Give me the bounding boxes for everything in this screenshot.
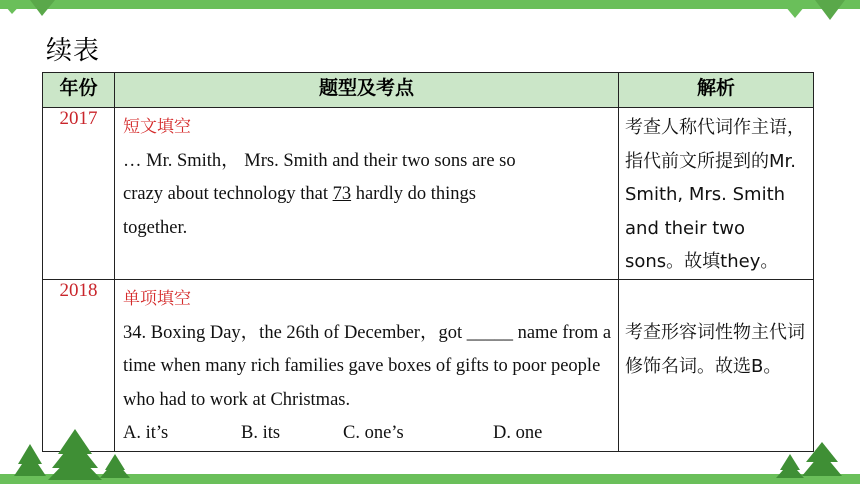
question-type-label: 短文填空 xyxy=(123,117,191,137)
header-year: 年份 xyxy=(43,73,115,108)
passage-line-1: … Mr. Smith， Mrs. Smith and their two sons are so xyxy=(123,150,516,171)
passage-text-cont: hardly do things xyxy=(351,184,476,204)
option-d: D. one xyxy=(493,423,543,443)
top-left-triangle-decor xyxy=(0,0,80,22)
passage-line-2 xyxy=(123,178,612,212)
analysis-text: 考查人称代词作主语，指代前文所提到的Mr. Smith, Mrs. Smith and their two sons。故填they。 xyxy=(625,117,805,272)
option-b: B. its xyxy=(241,423,281,443)
passage-line-3: together. xyxy=(123,217,188,238)
analysis-text: 考查形容词性物主代词修饰名词。故选B。 xyxy=(625,322,805,377)
year-cell: 2018 xyxy=(43,280,115,452)
year-cell: 2017 xyxy=(43,108,115,280)
blank-number: 73 xyxy=(332,184,352,204)
question-cell xyxy=(115,108,619,280)
header-analysis: 解析 xyxy=(619,73,814,108)
analysis-cell xyxy=(619,108,814,280)
exam-analysis-table xyxy=(42,72,814,452)
pine-trees-decor xyxy=(0,424,860,484)
passage-text: crazy about technology that xyxy=(123,184,333,204)
page-title: 续表 xyxy=(46,36,101,66)
question-text: 34. Boxing Day，the 26th of December，got _____ name from a time when many rich families gave boxes of gifts to poor people who had to work at Christmas. xyxy=(123,322,612,410)
header-question-type: 题型及考点 xyxy=(115,73,619,108)
top-right-triangle-decor xyxy=(770,0,860,22)
table-row-2017 xyxy=(43,108,814,280)
option-a: A. it’s xyxy=(123,423,169,443)
question-type-label: 单项填空 xyxy=(123,289,191,309)
top-decor-bar xyxy=(0,0,860,9)
option-c: C. one’s xyxy=(343,423,404,443)
table-header-row xyxy=(43,73,814,108)
